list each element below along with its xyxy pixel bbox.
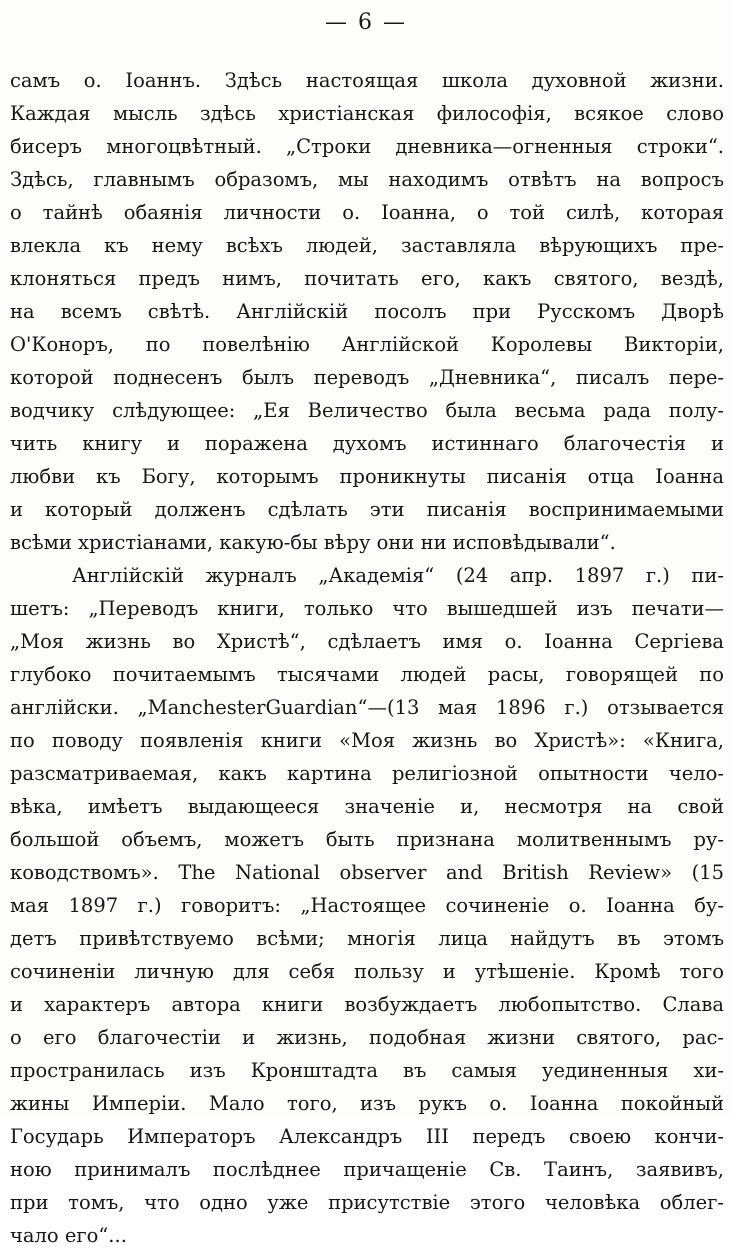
paragraph-start-line: Англійскій журналъ „Академія“ (24 апр. 1897 г.) пи- bbox=[72, 564, 724, 587]
text-line: ководствомъ». The National observer and British Review» (15 bbox=[10, 861, 724, 884]
text-line: сочиненіи личную для себя пользу и утѣшеніе. Кромѣ того bbox=[10, 960, 724, 983]
text-line: глубоко почитаемымъ тысячами людей расы, говорящей по bbox=[10, 663, 724, 686]
text-line: разсматриваемая, какъ картина религіозной опытности чело- bbox=[10, 762, 724, 785]
text-line: О'Коноръ, по повелѣнію Англійской Королевы Викторіи, bbox=[10, 333, 724, 356]
text-line: пространилась изъ Кронштадта въ самыя уединенныя хи- bbox=[10, 1059, 724, 1082]
text-line: при томъ, что одно уже присутствіе этого человѣка облег- bbox=[10, 1191, 724, 1214]
text-line: чало его“... bbox=[10, 1224, 127, 1247]
text-line: клоняться предъ нимъ, почитать его, какъ святого, вездѣ, bbox=[10, 267, 724, 290]
text-line: которой поднесенъ былъ переводъ „Дневника“, писалъ пере- bbox=[10, 366, 724, 389]
text-line: Каждая мысль здѣсь христіанская философія, всякое слово bbox=[10, 102, 724, 125]
text-line: водчику слѣдующее: „Ея Величество была весьма рада полу- bbox=[10, 399, 724, 422]
text-line: англійски. „ManchesterGuardian“—(13 мая 1896 г.) отзывается bbox=[10, 696, 724, 719]
text-line: и который долженъ сдѣлать эти писанія воспринимаемыми bbox=[10, 498, 724, 521]
text-line: о его благочестіи и жизнь, подобная жизни святого, рас- bbox=[10, 1026, 724, 1049]
text-line: детъ привѣтствуемо всѣми; многія лица найдутъ въ этомъ bbox=[10, 927, 724, 950]
text-line: жины Имперіи. Мало того, изъ рукъ о. Іоанна покойный bbox=[10, 1092, 724, 1115]
text-line: по поводу появленія книги «Моя жизнь во Христѣ»: «Книга, bbox=[10, 729, 724, 752]
text-line: вѣка, имѣетъ выдающееся значеніе и, несмотря на свой bbox=[10, 795, 724, 818]
text-line: всѣми христіанами, какую-бы вѣру они ни исповѣдывали“. bbox=[10, 531, 616, 554]
text-line: самъ о. Іоаннъ. Здѣсь настоящая школа духовной жизни. bbox=[10, 69, 724, 92]
text-line: Государь Императоръ Александръ III передъ своею кончи- bbox=[10, 1125, 724, 1148]
text-line: на всемъ свѣтѣ. Англійскій посолъ при Русскомъ Дворѣ bbox=[10, 300, 724, 323]
text-line: чить книгу и поражена духомъ истиннаго благочестія и bbox=[10, 432, 724, 455]
text-line: бисеръ многоцвѣтный. „Строки дневника—огненныя строки“. bbox=[10, 135, 724, 158]
text-line: шетъ: „Переводъ книги, только что вышедшей изъ печати— bbox=[10, 597, 724, 620]
page-number: — 6 — bbox=[325, 10, 407, 35]
text-line: большой объемъ, можетъ быть признана молитвеннымъ ру- bbox=[10, 828, 724, 851]
text-line: влекла къ нему всѣхъ людей, заставляла вѣрующихъ пре- bbox=[10, 234, 724, 257]
text-line: мая 1897 г.) говоритъ: „Настоящее сочиненіе о. Іоанна бу- bbox=[10, 894, 724, 917]
text-line: и характеръ автора книги возбуждаетъ любопытство. Слава bbox=[10, 993, 724, 1016]
text-line: Здѣсь, главнымъ образомъ, мы находимъ отвѣтъ на вопросъ bbox=[10, 168, 724, 191]
body-text bbox=[10, 64, 724, 1252]
text-line: о тайнѣ обаянія личности о. Іоанна, о той силѣ, которая bbox=[10, 201, 724, 224]
text-line: „Моя жизнь во Христѣ“, сдѣлаетъ имя о. Іоанна Сергіева bbox=[10, 630, 724, 653]
text-line: ною принималъ послѣднее причащеніе Св. Таинъ, заявивъ, bbox=[10, 1158, 724, 1181]
text-line: любви къ Богу, которымъ проникнуты писанія отца Іоанна bbox=[10, 465, 724, 488]
